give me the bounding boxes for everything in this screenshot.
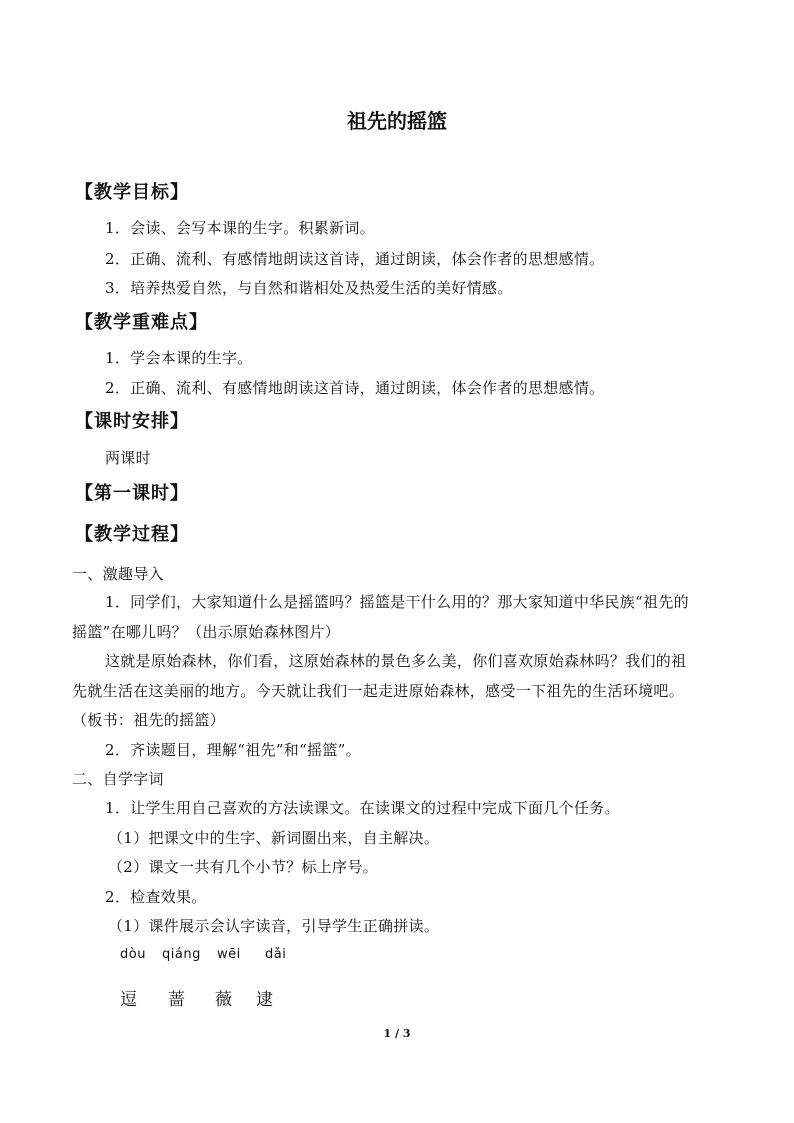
paragraph-line: （1）把课文中的生字、新词圈出来，自主解决。 bbox=[108, 829, 440, 847]
key-point-item: 1．学会本课的生字。 bbox=[105, 349, 253, 367]
page-number: 1 / 3 bbox=[383, 1027, 411, 1040]
section-heading-first-period: 【第一课时】 bbox=[75, 483, 189, 504]
chinese-character: 逗 bbox=[120, 990, 137, 1010]
paragraph-line: 1．同学们，大家知道什么是摇篮吗？摇篮是干什么用的？那大家知道中华民族“祖先的 bbox=[105, 593, 689, 611]
process-part-heading: 二、自学字词 bbox=[72, 770, 164, 788]
chinese-character: 薇 bbox=[215, 990, 232, 1010]
page-title: 祖先的摇篮 bbox=[347, 109, 447, 133]
pinyin-label: qiáng bbox=[162, 947, 201, 962]
objective-item: 1．会读、会写本课的生字。积累新词。 bbox=[105, 219, 375, 237]
key-point-item: 2．正确、流利、有感情地朗读这首诗，通过朗读，体会作者的思想感情。 bbox=[105, 379, 605, 397]
paragraph-line: 这就是原始森林，你们看，这原始森林的景色多么美，你们喜欢原始森林吗？我们的祖 bbox=[105, 652, 687, 670]
section-heading-schedule: 【课时安排】 bbox=[75, 411, 189, 432]
chinese-character: 蔷 bbox=[168, 990, 185, 1010]
chinese-character: 逮 bbox=[256, 990, 273, 1010]
section-heading-objectives: 【教学目标】 bbox=[75, 182, 189, 203]
pinyin-label: dǎi bbox=[265, 947, 287, 962]
paragraph-line: （板书：祖先的摇篮） bbox=[72, 711, 226, 729]
section-heading-key-points: 【教学重难点】 bbox=[75, 312, 208, 333]
objective-item: 3．培养热爱自然，与自然和谐相处及热爱生活的美好情感。 bbox=[105, 279, 513, 297]
paragraph-line: 2．齐读题目，理解“祖先”和“摇篮”。 bbox=[105, 741, 361, 759]
section-heading-process: 【教学过程】 bbox=[75, 524, 189, 545]
paragraph-line: 2．检查效果。 bbox=[105, 888, 207, 906]
paragraph-line: 先就生活在这美丽的地方。今天就让我们一起走进原始森林，感受一下祖先的生活环境吧。 bbox=[72, 682, 685, 700]
schedule-text: 两课时 bbox=[105, 449, 151, 467]
paragraph-line: 1．让学生用自己喜欢的方法读课文。在读课文的过程中完成下面几个任务。 bbox=[105, 799, 620, 817]
paragraph-line: （2）课文一共有几个小节？标上序号。 bbox=[108, 858, 378, 876]
paragraph-line: 摇篮”在哪儿吗？（出示原始森林图片） bbox=[72, 623, 341, 641]
objective-item: 2．正确、流利、有感情地朗读这首诗，通过朗读，体会作者的思想感情。 bbox=[105, 250, 605, 268]
process-part-heading: 一、激趣导入 bbox=[72, 565, 164, 583]
paragraph-line: （1）课件展示会认字读音，引导学生正确拼读。 bbox=[108, 917, 440, 935]
pinyin-label: dòu bbox=[120, 947, 146, 962]
pinyin-label: wēi bbox=[217, 947, 241, 962]
